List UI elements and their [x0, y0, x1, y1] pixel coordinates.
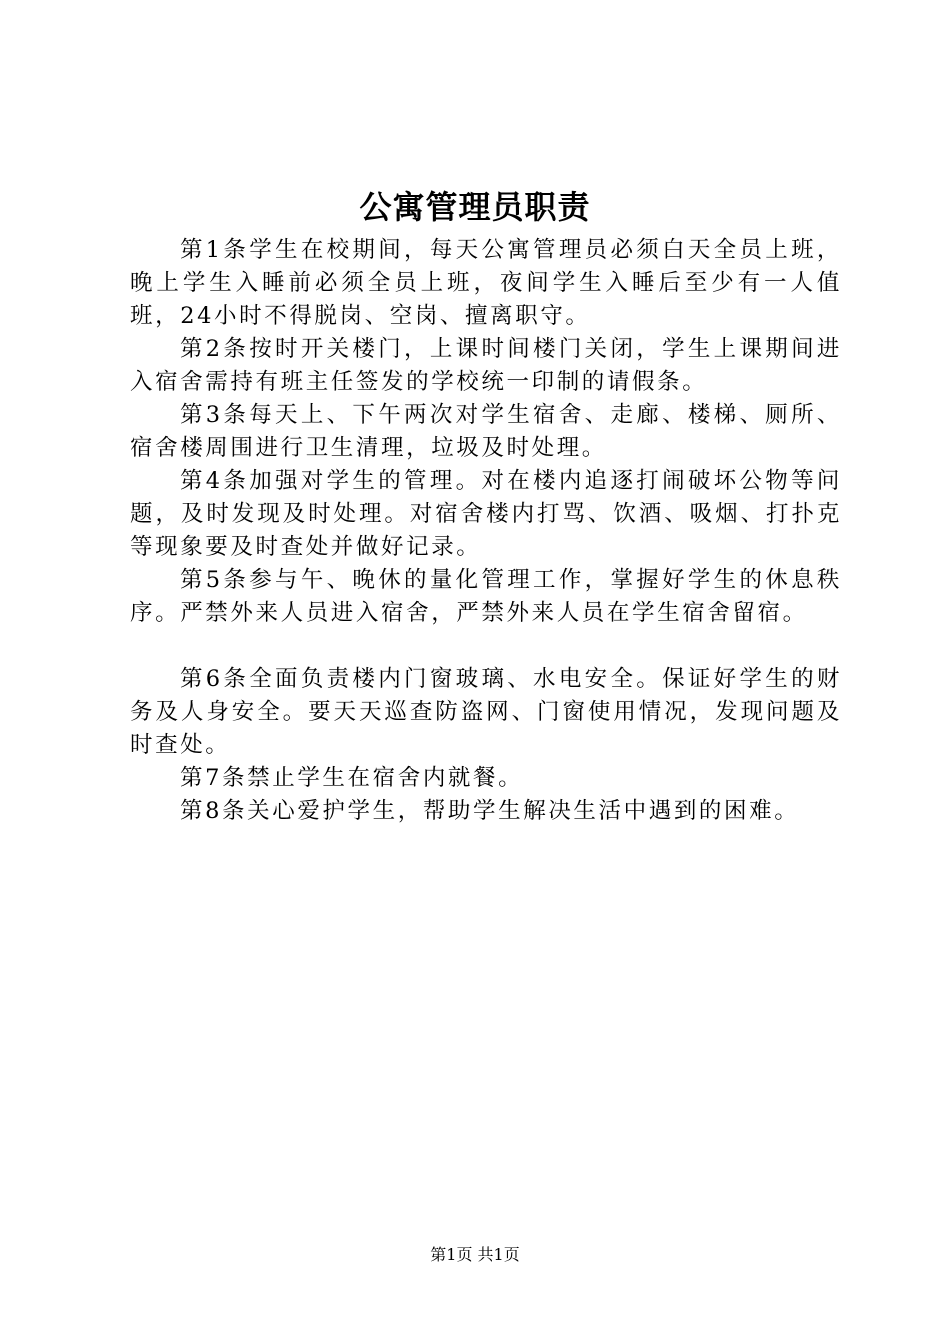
- article-7: 第7条禁止学生在宿舍内就餐。: [180, 765, 524, 791]
- page-footer: 第1页 共1页: [430, 1245, 520, 1264]
- document-body: [130, 234, 842, 828]
- article-6: 第6条全面负责楼内门窗玻璃、水电安全。保证好学生的财务及人身安全。要天天巡查防盗网、门窗使用情况，发现问题及时查处。: [130, 666, 842, 758]
- document-title: 公寓管理员职责: [359, 188, 591, 226]
- article-4: 第4条加强对学生的管理。对在楼内追逐打闹破坏公物等问题，及时发现及时处理。对宿舍楼内打骂、饮酒、吸烟、打扑克等现象要及时查处并做好记录。: [130, 468, 842, 560]
- article-8: 第8条关心爱护学生，帮助学生解决生活中遇到的困难。: [180, 798, 800, 824]
- article-5: 第5条参与午、晚休的量化管理工作，掌握好学生的休息秩序。严禁外来人员进入宿舍，严禁外来人员在学生宿舍留宿。: [130, 567, 842, 626]
- article-1: 第1条学生在校期间，每天公寓管理员必须白天全员上班，晚上学生入睡前必须全员上班，夜间学生入睡后至少有一人值班，24小时不得脱岗、空岗、擅离职守。: [130, 237, 842, 329]
- article-2: 第2条按时开关楼门，上课时间楼门关闭，学生上课期间进入宿舍需持有班主任签发的学校统一印制的请假条。: [130, 336, 842, 395]
- article-3: 第3条每天上、下午两次对学生宿舍、走廊、楼梯、厕所、宿舍楼周围进行卫生清理，垃圾及时处理。: [130, 402, 842, 461]
